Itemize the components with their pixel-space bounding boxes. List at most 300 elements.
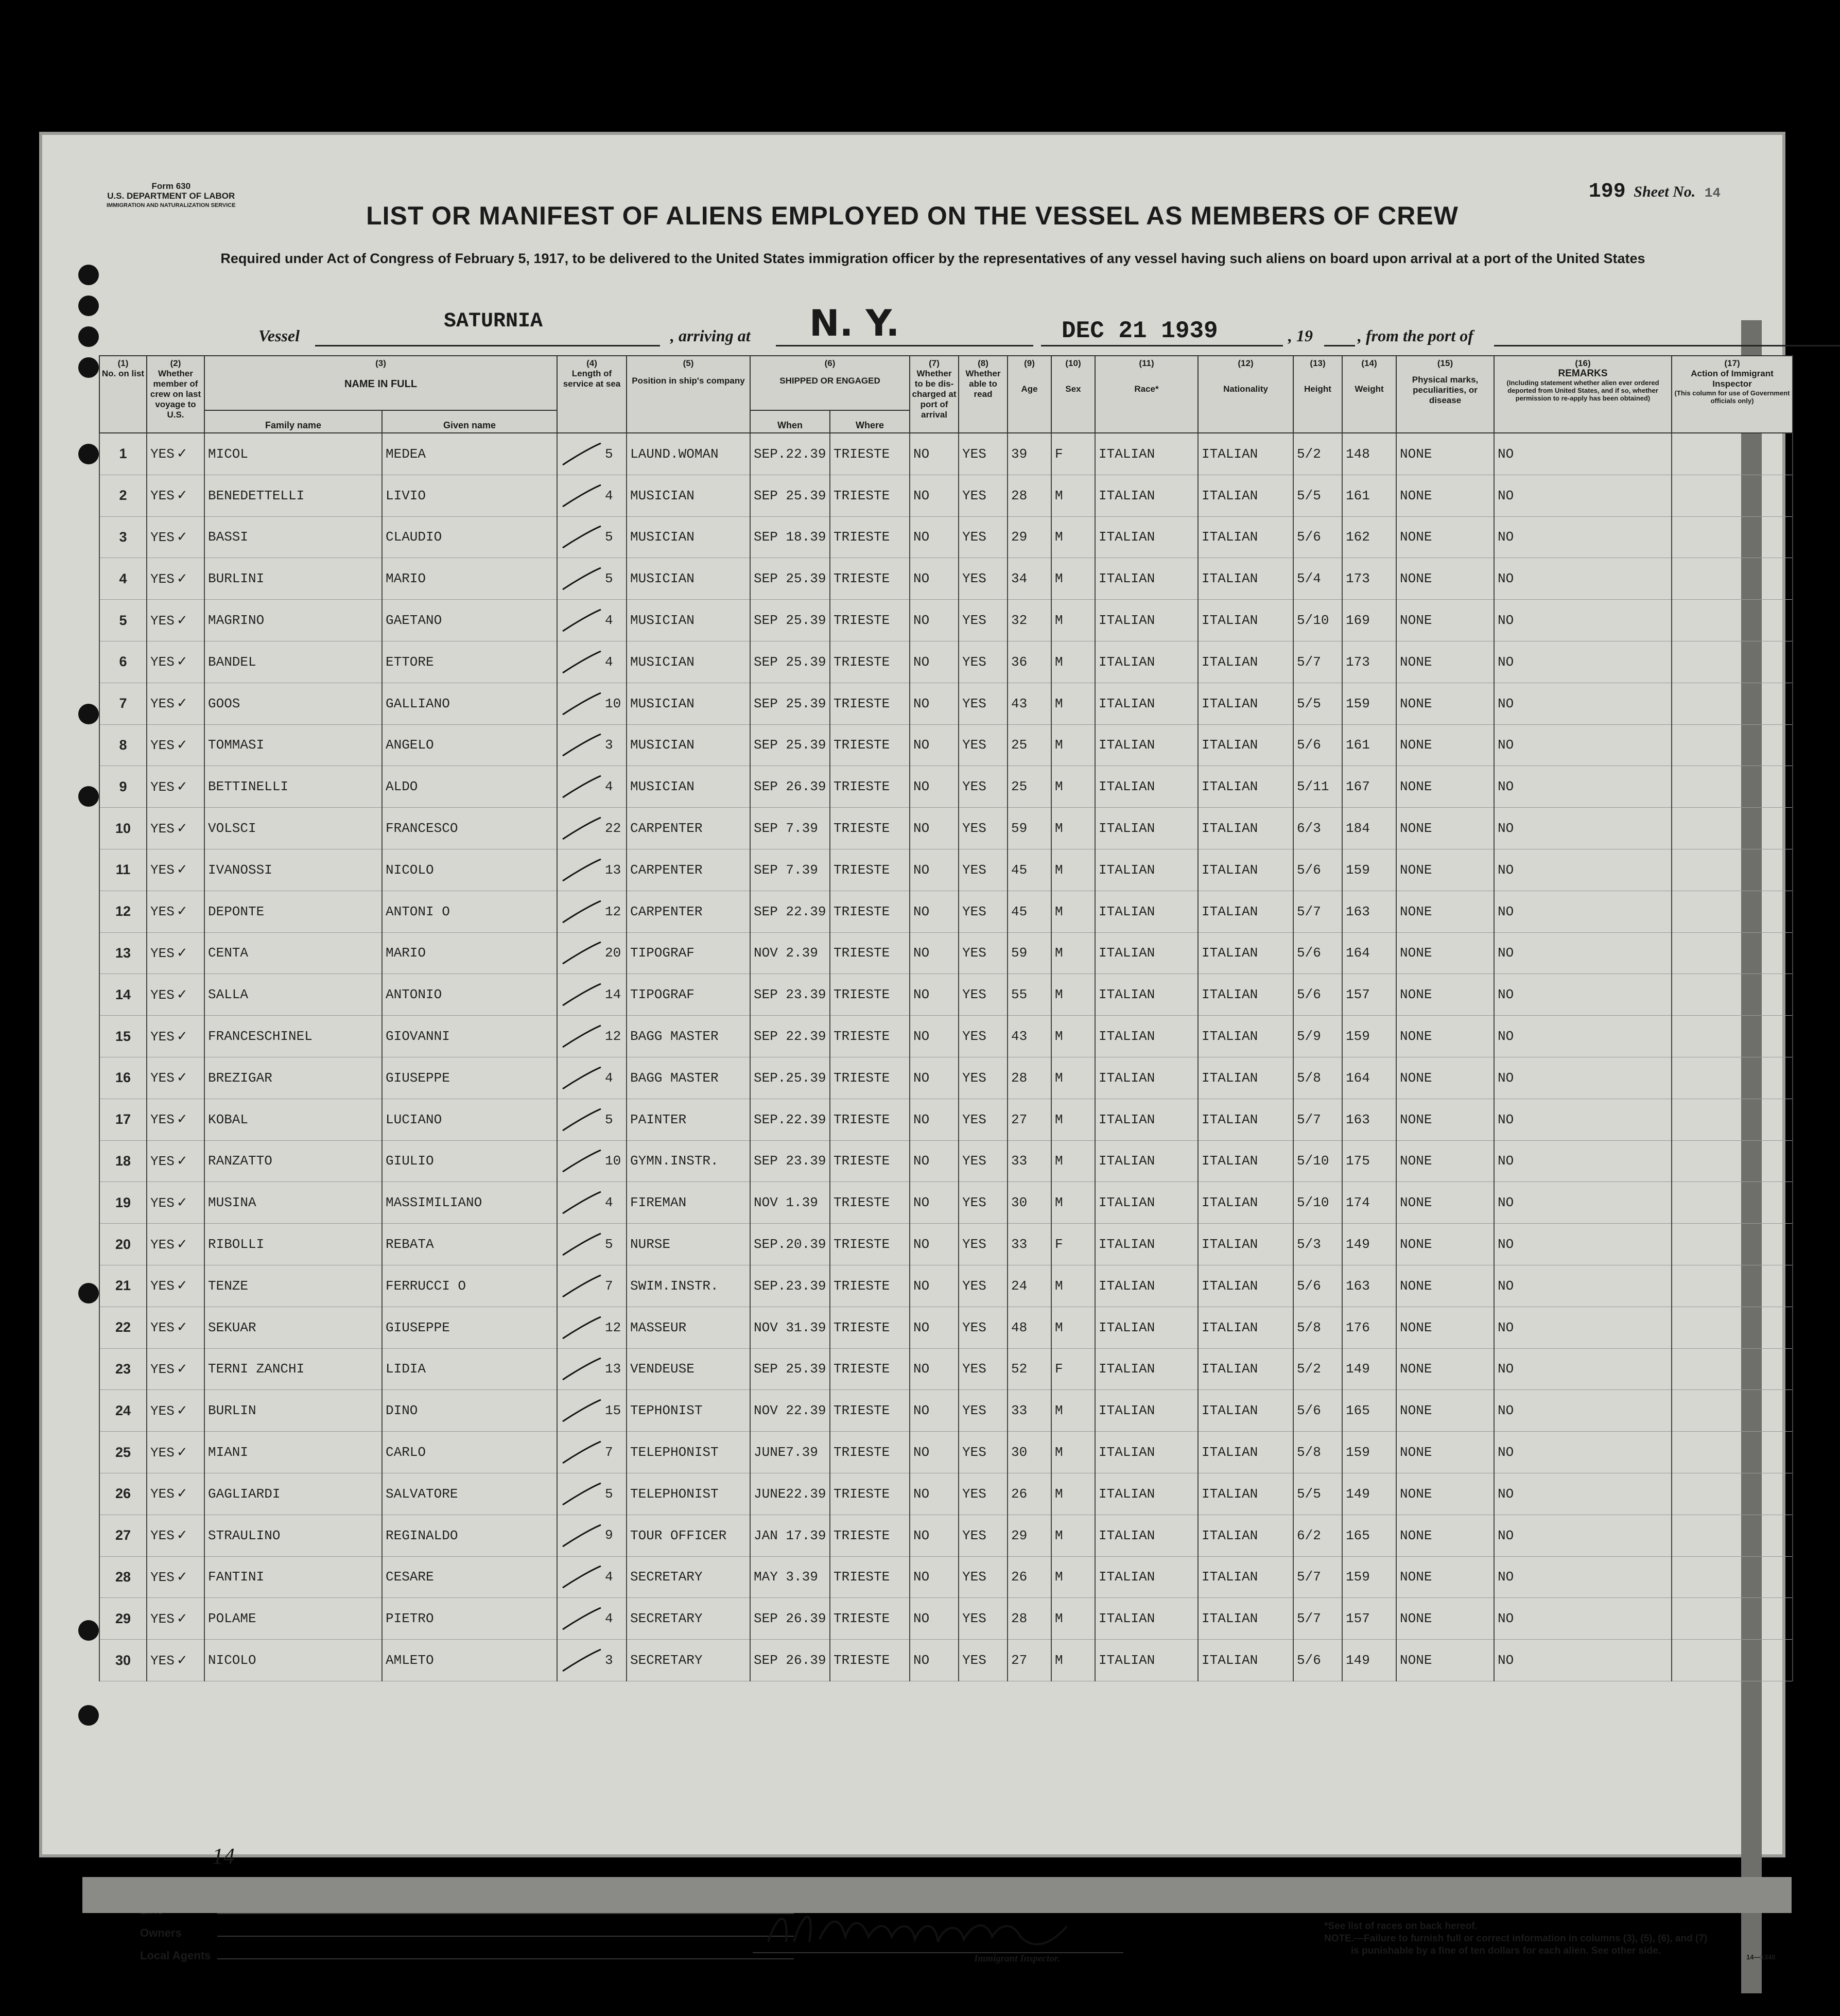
cell-sex: F [1051,433,1095,475]
cell-age: 45 [1008,891,1051,932]
cell-marks: NONE [1396,1390,1494,1432]
cell-race: ITALIAN [1095,1099,1198,1140]
cell-sex: M [1051,1099,1095,1140]
cell-given: ETTORE [382,641,557,683]
column-header-weight: (14) Weight [1342,356,1396,433]
tick-mark [561,941,602,965]
cell-when: SEP 26.39 [750,766,830,808]
cell-where: TRIESTE [830,433,910,475]
column-header-read: (8) Whether able to read [959,356,1008,433]
table-row [99,974,1793,1016]
column-header-crew: (2) Whether member of crew on last voyage to U.S. [147,356,204,433]
cell-marks: NONE [1396,1515,1494,1556]
crew-value: YES [150,1486,175,1502]
crew-value: YES [150,613,175,629]
cell-family: BURLIN [204,1390,382,1432]
cell-marks: NONE [1396,974,1494,1016]
cell-weight: 161 [1342,475,1396,516]
cell-family: MUSINA [204,1182,382,1224]
cell-age: 33 [1008,1224,1051,1265]
tick-mark [561,692,602,716]
cell-no: 19 [99,1182,147,1224]
service-years: 22 [605,820,621,836]
cell-read: YES [959,932,1008,974]
cell-given: MARIO [382,932,557,974]
cell-action [1672,1432,1793,1473]
cell-where: TRIESTE [830,475,910,516]
cell-discharged: NO [910,891,959,932]
cell-when: SEP 7.39 [750,808,830,849]
cell-race: ITALIAN [1095,891,1198,932]
binder-hole [78,265,99,285]
crew-value: YES [150,1445,175,1461]
cell-marks: NONE [1396,1556,1494,1598]
cell-when: MAY 3.39 [750,1556,830,1598]
cell-remarks: NO [1494,724,1672,766]
cell-remarks: NO [1494,1057,1672,1099]
cell-nationality: ITALIAN [1198,1099,1293,1140]
cell-crew [147,849,204,891]
form-number: Form 630 [151,181,191,191]
cell-crew [147,558,204,600]
cell-nationality: ITALIAN [1198,641,1293,683]
check-icon: ✓ [176,862,188,878]
cell-crew [147,724,204,766]
cell-action [1672,1390,1793,1432]
cell-marks: NONE [1396,766,1494,808]
cell-sex: M [1051,1265,1095,1307]
tick-mark [561,1357,602,1381]
cell-height: 5/6 [1293,974,1342,1016]
crew-value: YES [150,1611,175,1627]
cell-sex: M [1051,600,1095,641]
cell-position: MUSICIAN [627,475,750,516]
cell-given: REBATA [382,1224,557,1265]
cell-service [557,1556,627,1598]
service-years: 4 [605,612,613,628]
cell-given: FRANCESCO [382,808,557,849]
cell-marks: NONE [1396,724,1494,766]
cell-nationality: ITALIAN [1198,1307,1293,1348]
cell-nationality: ITALIAN [1198,1224,1293,1265]
cell-no: 23 [99,1348,147,1390]
check-icon: ✓ [176,570,188,586]
check-icon: ✓ [176,696,188,711]
cell-where: TRIESTE [830,849,910,891]
service-name: IMMIGRATION AND NATURALIZATION SERVICE [107,202,236,208]
column-header-when: When [750,410,830,433]
cell-marks: NONE [1396,475,1494,516]
cell-crew [147,1598,204,1640]
cell-no: 11 [99,849,147,891]
cell-marks: NONE [1396,1224,1494,1265]
cell-where: TRIESTE [830,1307,910,1348]
cell-height: 5/6 [1293,516,1342,558]
cell-nationality: ITALIAN [1198,433,1293,475]
cell-action [1672,1016,1793,1057]
cell-marks: NONE [1396,849,1494,891]
tick-mark [561,816,602,840]
cell-weight: 167 [1342,766,1396,808]
cell-family: GAGLIARDI [204,1473,382,1515]
check-icon: ✓ [176,1111,188,1127]
cell-where: TRIESTE [830,1390,910,1432]
cell-height: 5/5 [1293,1473,1342,1515]
cell-no: 29 [99,1598,147,1640]
cell-age: 48 [1008,1307,1051,1348]
table-row [99,1390,1793,1432]
column-header-where: Where [830,410,910,433]
cell-remarks: NO [1494,433,1672,475]
tick-mark [561,1274,602,1298]
cell-sex: M [1051,1515,1095,1556]
cell-action [1672,516,1793,558]
service-years: 20 [605,945,621,961]
cell-where: TRIESTE [830,1348,910,1390]
binder-hole [78,1705,99,1726]
cell-discharged: NO [910,1473,959,1515]
cell-when: NOV 1.39 [750,1182,830,1224]
crew-value: YES [150,488,175,504]
cell-marks: NONE [1396,1099,1494,1140]
cell-marks: NONE [1396,683,1494,724]
column-header-shipped: (6) SHIPPED OR ENGAGED [750,356,910,410]
crew-value: YES [150,529,175,545]
table-row [99,1473,1793,1515]
cell-crew [147,600,204,641]
cell-read: YES [959,766,1008,808]
cell-when: SEP.25.39 [750,1057,830,1099]
cell-action [1672,1348,1793,1390]
penalty-note-1: NOTE.—Failure to furnish full or correct information in columns (3), (5), (6), and (7) [1324,1933,1708,1944]
cell-crew [147,1182,204,1224]
cell-weight: 164 [1342,1057,1396,1099]
cell-position: BAGG MASTER [627,1016,750,1057]
cell-position: TELEPHONIST [627,1473,750,1515]
cell-position: MUSICIAN [627,724,750,766]
cell-height: 5/5 [1293,475,1342,516]
binder-hole [78,704,99,724]
cell-read: YES [959,1432,1008,1473]
cell-remarks: NO [1494,1348,1672,1390]
cell-where: TRIESTE [830,808,910,849]
cell-action [1672,1307,1793,1348]
crew-value: YES [150,1029,175,1045]
cell-marks: NONE [1396,1432,1494,1473]
arrival-date: DEC 21 1939 [1062,318,1218,344]
cell-when: SEP 22.39 [750,1016,830,1057]
cell-weight: 159 [1342,849,1396,891]
cell-discharged: NO [910,1182,959,1224]
cell-discharged: NO [910,1140,959,1182]
cell-marks: NONE [1396,1140,1494,1182]
tick-mark [561,775,602,798]
cell-discharged: NO [910,724,959,766]
document-title: LIST OR MANIFEST OF ALIENS EMPLOYED ON THE VESSEL AS MEMBERS OF CREW [366,201,1459,230]
tick-mark [561,1191,602,1214]
sheet-value: 14 [1704,185,1721,201]
cell-age: 25 [1008,766,1051,808]
vessel-label: Vessel [258,326,300,345]
service-years: 5 [605,1486,613,1502]
check-icon: ✓ [176,488,188,503]
table-row [99,516,1793,558]
cell-discharged: NO [910,932,959,974]
tick-mark [561,900,602,924]
check-icon: ✓ [176,986,188,1002]
sheet-label: Sheet No. [1634,183,1696,200]
cell-no: 15 [99,1016,147,1057]
cell-height: 5/8 [1293,1307,1342,1348]
cell-discharged: NO [910,1515,959,1556]
cell-action [1672,1515,1793,1556]
cell-where: TRIESTE [830,1265,910,1307]
cell-weight: 164 [1342,932,1396,974]
cell-marks: NONE [1396,891,1494,932]
cell-no: 13 [99,932,147,974]
column-header-nationality: (12) Nationality [1198,356,1293,433]
check-icon: ✓ [176,1486,188,1502]
cell-when: SEP 25.39 [750,683,830,724]
cell-marks: NONE [1396,558,1494,600]
service-years: 12 [605,1319,621,1335]
cell-remarks: NO [1494,600,1672,641]
cell-race: ITALIAN [1095,1140,1198,1182]
binder-hole [78,444,99,464]
cell-read: YES [959,641,1008,683]
cell-service [557,1182,627,1224]
cell-discharged: NO [910,1598,959,1640]
cell-where: TRIESTE [830,1140,910,1182]
cell-where: TRIESTE [830,932,910,974]
cell-when: SEP 25.39 [750,724,830,766]
cell-service [557,1099,627,1140]
crew-value: YES [150,1278,175,1294]
cell-family: DEPONTE [204,891,382,932]
service-years: 13 [605,862,621,878]
cell-service [557,766,627,808]
cell-family: TOMMASI [204,724,382,766]
cell-no: 21 [99,1265,147,1307]
cell-race: ITALIAN [1095,683,1198,724]
cell-race: ITALIAN [1095,1265,1198,1307]
cell-action [1672,1598,1793,1640]
cell-service [557,891,627,932]
cell-age: 55 [1008,974,1051,1016]
cell-action [1672,724,1793,766]
cell-read: YES [959,1182,1008,1224]
cell-service [557,1016,627,1057]
cell-weight: 148 [1342,433,1396,475]
cell-discharged: NO [910,1016,959,1057]
check-icon: ✓ [176,612,188,628]
table-row [99,641,1793,683]
check-icon: ✓ [176,1153,188,1169]
cell-given: PIETRO [382,1598,557,1640]
cell-read: YES [959,1598,1008,1640]
tick-mark [561,650,602,674]
cell-nationality: ITALIAN [1198,1265,1293,1307]
cell-weight: 149 [1342,1224,1396,1265]
cell-discharged: NO [910,1099,959,1140]
cell-nationality: ITALIAN [1198,1640,1293,1681]
cell-age: 28 [1008,475,1051,516]
cell-service [557,808,627,849]
check-icon: ✓ [176,654,188,670]
table-row [99,1182,1793,1224]
cell-sex: M [1051,558,1095,600]
check-icon: ✓ [176,903,188,919]
cell-given: ALDO [382,766,557,808]
department-name: U.S. DEPARTMENT OF LABOR [107,191,235,201]
cell-height: 5/6 [1293,1640,1342,1681]
cell-weight: 169 [1342,600,1396,641]
cell-remarks: NO [1494,1099,1672,1140]
service-years: 4 [605,1195,613,1211]
cell-family: KOBAL [204,1099,382,1140]
cell-service [557,724,627,766]
cell-family: POLAME [204,1598,382,1640]
table-row [99,1307,1793,1348]
cell-sex: M [1051,974,1095,1016]
cell-height: 5/6 [1293,1265,1342,1307]
cell-nationality: ITALIAN [1198,1348,1293,1390]
cell-read: YES [959,516,1008,558]
cell-height: 6/3 [1293,808,1342,849]
cell-marks: NONE [1396,808,1494,849]
cell-family: BURLINI [204,558,382,600]
cell-read: YES [959,849,1008,891]
cell-where: TRIESTE [830,558,910,600]
service-years: 14 [605,987,621,1003]
cell-where: TRIESTE [830,1016,910,1057]
cell-position: TOUR OFFICER [627,1515,750,1556]
cell-no: 8 [99,724,147,766]
table-row [99,766,1793,808]
cell-service [557,1432,627,1473]
cell-height: 5/11 [1293,766,1342,808]
cell-no: 14 [99,974,147,1016]
cell-age: 28 [1008,1598,1051,1640]
cell-family: BENEDETTELLI [204,475,382,516]
table-row [99,475,1793,516]
cell-family: TERNI ZANCHI [204,1348,382,1390]
tick-mark [561,609,602,632]
crew-value: YES [150,904,175,920]
cell-race: ITALIAN [1095,1182,1198,1224]
service-years: 3 [605,1652,613,1668]
crew-value: YES [150,446,175,462]
cell-given: ANTONIO [382,974,557,1016]
column-header-race: (11) Race* [1095,356,1198,433]
cell-remarks: NO [1494,516,1672,558]
cell-race: ITALIAN [1095,516,1198,558]
cell-nationality: ITALIAN [1198,1182,1293,1224]
cell-family: MIANI [204,1432,382,1473]
service-years: 9 [605,1527,613,1543]
check-icon: ✓ [176,1319,188,1335]
cell-given: SALVATORE [382,1473,557,1515]
check-icon: ✓ [176,446,188,462]
cell-discharged: NO [910,808,959,849]
cell-where: TRIESTE [830,641,910,683]
cell-position: CARPENTER [627,891,750,932]
cell-position: MUSICIAN [627,558,750,600]
cell-height: 5/7 [1293,891,1342,932]
cell-nationality: ITALIAN [1198,724,1293,766]
cell-no: 22 [99,1307,147,1348]
cell-height: 5/7 [1293,1556,1342,1598]
cell-sex: M [1051,1182,1095,1224]
cell-given: GAETANO [382,600,557,641]
cell-position: VENDEUSE [627,1348,750,1390]
cell-age: 24 [1008,1265,1051,1307]
cell-service [557,1265,627,1307]
tick-mark [561,733,602,757]
cell-height: 5/7 [1293,641,1342,683]
cell-family: FANTINI [204,1556,382,1598]
cell-read: YES [959,808,1008,849]
cell-service [557,1515,627,1556]
cell-race: ITALIAN [1095,808,1198,849]
column-header-marks: (15) Physical marks, peculiarities, or disease [1396,356,1494,433]
cell-position: CARPENTER [627,808,750,849]
table-row [99,808,1793,849]
cell-weight: 173 [1342,641,1396,683]
cell-crew [147,1432,204,1473]
cell-when: SEP 23.39 [750,974,830,1016]
footer-fields [140,1904,211,1972]
tick-mark [561,484,602,508]
cell-remarks: NO [1494,932,1672,974]
cell-crew [147,1265,204,1307]
tick-mark [561,1607,602,1630]
footer-notes [1324,1920,1707,1957]
cell-position: PAINTER [627,1099,750,1140]
check-icon: ✓ [176,1610,188,1626]
binder-hole [78,326,99,347]
cell-discharged: NO [910,1348,959,1390]
cell-nationality: ITALIAN [1198,683,1293,724]
cell-action [1672,932,1793,974]
cell-where: TRIESTE [830,1640,910,1681]
cell-race: ITALIAN [1095,641,1198,683]
cell-age: 28 [1008,1057,1051,1099]
from-port-label: , from the port of [1358,326,1473,345]
service-years: 4 [605,654,613,670]
cell-read: YES [959,891,1008,932]
cell-discharged: NO [910,600,959,641]
cell-race: ITALIAN [1095,1348,1198,1390]
check-icon: ✓ [176,1194,188,1210]
cell-race: ITALIAN [1095,766,1198,808]
cell-when: SEP 25.39 [750,600,830,641]
cell-service [557,475,627,516]
crew-value: YES [150,1569,175,1585]
cell-discharged: NO [910,433,959,475]
cell-service [557,558,627,600]
cell-race: ITALIAN [1095,600,1198,641]
cell-when: NOV 2.39 [750,932,830,974]
cell-age: 29 [1008,1515,1051,1556]
crew-value: YES [150,862,175,878]
cell-when: JUNE7.39 [750,1432,830,1473]
service-years: 5 [605,446,613,462]
cell-position: LAUND.WOMAN [627,433,750,475]
cell-sex: F [1051,1348,1095,1390]
cell-crew [147,891,204,932]
cell-given: LUCIANO [382,1099,557,1140]
